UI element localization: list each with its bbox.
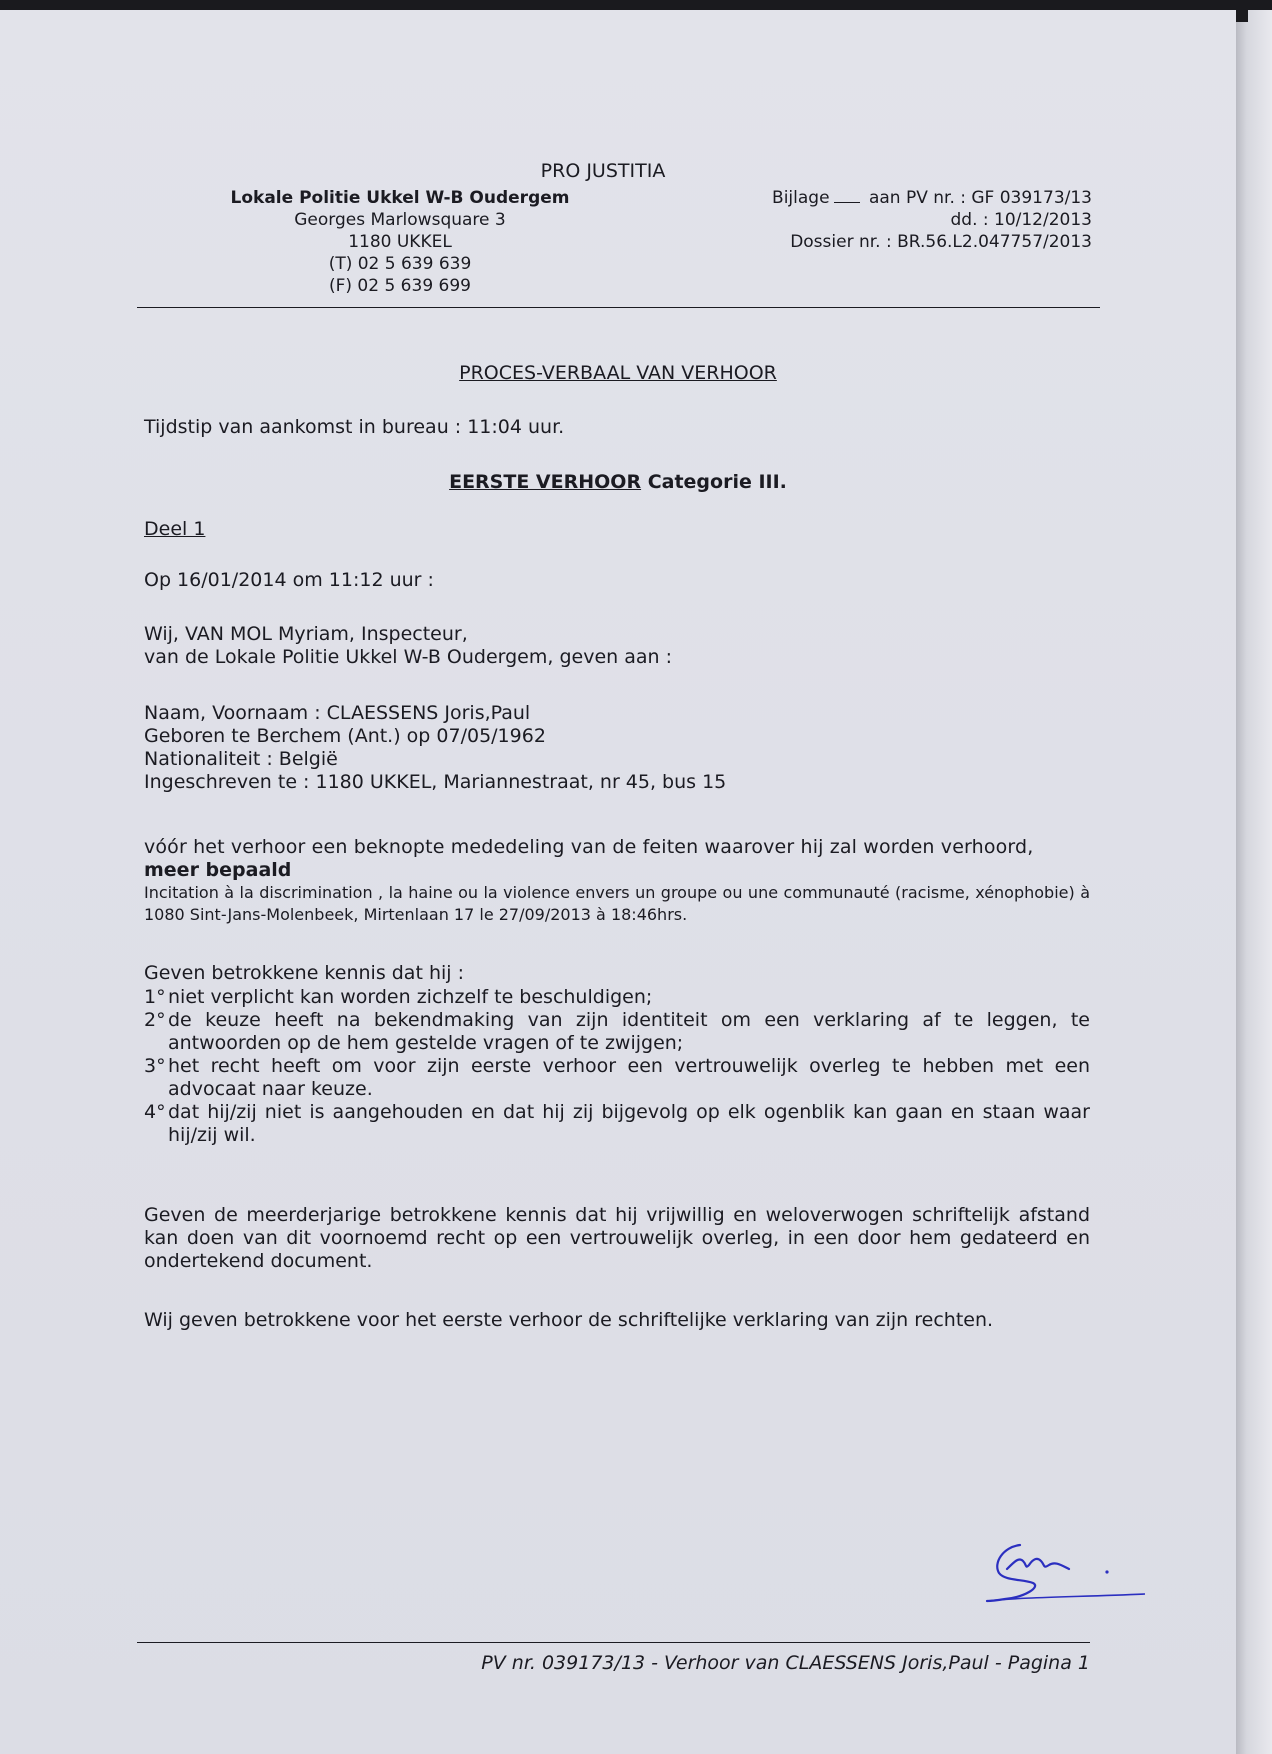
pv-date: dd. : 10/12/2013: [950, 210, 1092, 230]
facts-more: meer bepaald: [144, 859, 292, 881]
scan-top-edge: [0, 0, 1272, 10]
right-item: 2° de keuze heeft na bekendmaking van zijn identiteit om een verklaring af te leggen, te antwoorden op de hem gestelde vragen of te zwijgen;: [144, 1009, 1090, 1054]
org-name: Lokale Politie Ukkel W-B Oudergem: [230, 188, 570, 208]
person-block: [144, 702, 1090, 794]
page-footer: PV nr. 039173/13 - Verhoor van CLAESSENS Joris,Paul - Pagina 1: [481, 1652, 1090, 1674]
part-label: Deel 1: [144, 518, 206, 540]
pro-justitia-title: PRO JUSTITIA: [540, 160, 666, 182]
officer-line-2: van de Lokale Politie Ukkel W-B Oudergem, geven aan :: [144, 646, 672, 668]
rights-list: [144, 986, 1090, 1147]
right-item: 1° niet verplicht kan worden zichzelf te beschuldigen;: [144, 986, 653, 1008]
arrival-time: Tijdstip van aankomst in bureau : 11:04 uur.: [144, 416, 565, 438]
signature: [985, 1535, 1145, 1615]
hearing-datetime: Op 16/01/2014 om 11:12 uur :: [144, 569, 434, 591]
person-nationality: Nationaliteit : België: [144, 748, 338, 770]
closing-paragraph: Wij geven betrokkene voor het eerste verhoor de schriftelijke verklaring van zijn rechten.: [144, 1309, 994, 1331]
org-phone: (T) 02 5 639 639: [328, 254, 472, 274]
first-hearing-heading: EERSTE VERHOOR Categorie III.: [449, 471, 787, 493]
org-street: Georges Marlowsquare 3: [294, 210, 506, 230]
document-heading: PROCES-VERBAAL VAN VERHOOR: [459, 362, 777, 384]
facts-text: Incitation à la discrimination , la haine ou la violence envers un groupe ou une communauté (racisme, xénophobie) à 1080 Sint-Jans-Molenbeek, Mirtenlaan 17 le 27/09/2013 à 18:46hrs.: [144, 883, 1090, 924]
person-name: Naam, Voornaam : CLAESSENS Joris,Paul: [144, 702, 531, 724]
organization-block: [200, 187, 600, 297]
person-registered: Ingeschreven te : 1180 UKKEL, Mariannestraat, nr 45, bus 15: [144, 771, 727, 793]
officer-block: [144, 623, 1090, 669]
footer-divider: [137, 1642, 1090, 1643]
rights-intro: Geven betrokkene kennis dat hij :: [144, 962, 464, 984]
right-item: 4° dat hij/zij niet is aangehouden en dat hij zij bijgevolg op elk ogenblik kan gaan en staan waar hij/zij wil.: [144, 1101, 1090, 1146]
officer-line-1: Wij, VAN MOL Myriam, Inspecteur,: [144, 623, 468, 645]
person-born: Geboren te Berchem (Ant.) op 07/05/1962: [144, 725, 546, 747]
org-fax: (F) 02 5 639 699: [328, 276, 471, 296]
org-city: 1180 UKKEL: [348, 232, 452, 252]
pv-reference: Bijlage aan PV nr. : GF 039173/13: [772, 188, 1092, 208]
dossier-number: Dossier nr. : BR.56.L2.047757/2013: [790, 232, 1092, 252]
right-item: 3° het recht heeft om voor zijn eerste verhoor een vertrouwelijk overleg te hebben met een advocaat naar keuze.: [144, 1055, 1090, 1100]
scan-right-edge: [1236, 10, 1272, 1754]
facts-block: [144, 836, 1090, 926]
header-divider: [137, 307, 1100, 308]
waiver-paragraph: Geven de meerderjarige betrokkene kennis dat hij vrijwillig en weloverwogen schriftelijk afstand kan doen van dit voornoemd recht op een vertrouwelijk overleg, in een door hem gedateerd en ondertekend document.: [144, 1204, 1090, 1272]
facts-intro: vóór het verhoor een beknopte mededeling van de feiten waarover hij zal worden verhoord,: [144, 836, 1034, 858]
reference-block: [720, 187, 1092, 253]
